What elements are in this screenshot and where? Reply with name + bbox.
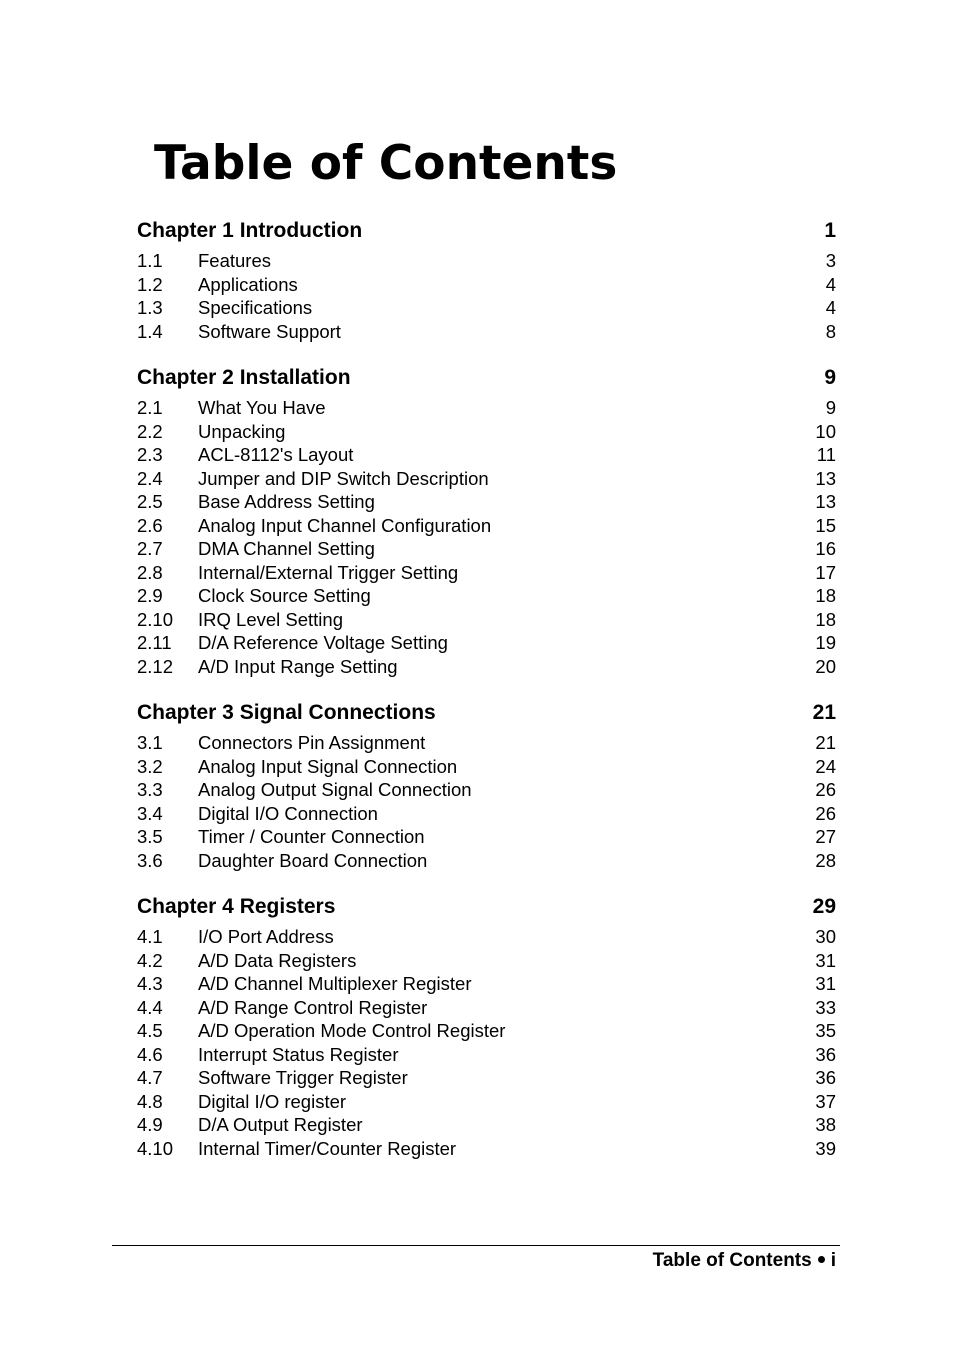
toc-section-entry[interactable] <box>137 755 836 779</box>
section-page-number: 39 <box>815 1137 836 1159</box>
section-number: 2.12 <box>137 655 174 677</box>
section-title: Features <box>198 250 272 271</box>
section-page-number: 18 <box>815 608 836 630</box>
section-title: Specifications <box>198 297 313 318</box>
section-page-number: 13 <box>815 491 836 512</box>
section-page-number: 3 <box>825 250 836 271</box>
section-title: Internal Timer/Counter Register <box>198 1137 457 1159</box>
section-number: 2.6 <box>137 514 163 536</box>
section-number: 4.7 <box>137 1067 163 1088</box>
table-of-contents <box>137 216 836 1180</box>
section-page-number: 9 <box>825 397 836 418</box>
section-page-number: 15 <box>815 514 836 536</box>
section-title: Applications <box>198 273 298 295</box>
section-page-number: 24 <box>815 755 836 777</box>
chapter-title: Chapter 2 Installation <box>137 366 351 389</box>
section-number: 2.1 <box>137 397 163 418</box>
section-number: 4.10 <box>137 1137 174 1159</box>
section-title: Connectors Pin Assignment <box>198 732 426 753</box>
section-page-number: 8 <box>825 320 836 342</box>
section-number: 3.1 <box>137 732 163 753</box>
section-page-number: 31 <box>815 973 836 994</box>
toc-section-entry[interactable] <box>137 849 836 873</box>
section-title: A/D Data Registers <box>198 949 357 971</box>
section-title: Software Trigger Register <box>198 1067 408 1088</box>
section-page-number: 20 <box>815 655 836 677</box>
section-title: Digital I/O Connection <box>198 802 378 824</box>
section-number: 3.4 <box>137 802 163 824</box>
section-number: 4.1 <box>137 926 163 947</box>
section-number: 2.2 <box>137 420 163 442</box>
toc-section-entry[interactable] <box>137 537 836 561</box>
section-page-number: 30 <box>815 926 836 947</box>
toc-section-entry[interactable] <box>137 949 836 973</box>
toc-section-entry[interactable] <box>137 925 836 949</box>
toc-section-entry[interactable] <box>137 584 836 608</box>
chapter-title: Chapter 4 Registers <box>137 895 336 918</box>
section-page-number: 21 <box>815 732 836 753</box>
section-title: A/D Range Control Register <box>198 996 428 1018</box>
section-number: 3.6 <box>137 849 163 871</box>
section-page-number: 37 <box>815 1090 836 1112</box>
toc-section-entry[interactable] <box>137 631 836 655</box>
section-title: Daughter Board Connection <box>198 849 428 871</box>
section-page-number: 26 <box>815 779 836 800</box>
toc-section-entry[interactable] <box>137 396 836 420</box>
section-title: Analog Input Signal Connection <box>198 755 458 777</box>
section-number: 3.5 <box>137 826 163 847</box>
section-number: 4.8 <box>137 1090 163 1112</box>
section-page-number: 33 <box>815 996 836 1018</box>
page-title: Table of Contents <box>154 136 618 191</box>
toc-section-entry[interactable] <box>137 1113 836 1137</box>
section-number: 3.2 <box>137 755 163 777</box>
section-number: 2.3 <box>137 444 163 465</box>
section-page-number: 11 <box>816 444 836 465</box>
section-title: Jumper and DIP Switch Description <box>198 467 489 489</box>
section-number: 2.5 <box>137 491 163 512</box>
toc-chapter <box>137 363 836 678</box>
toc-section-entry[interactable] <box>137 561 836 585</box>
section-title: D/A Reference Voltage Setting <box>198 632 448 653</box>
toc-section-entry[interactable] <box>137 420 836 444</box>
toc-section-entry[interactable] <box>137 731 836 755</box>
section-title: ACL-8112's Layout <box>198 444 354 465</box>
section-title: Timer / Counter Connection <box>198 826 425 847</box>
toc-section-entry[interactable] <box>137 608 836 632</box>
page-footer <box>653 1250 836 1272</box>
section-page-number: 10 <box>815 420 836 442</box>
section-page-number: 35 <box>815 1020 836 1041</box>
section-page-number: 13 <box>815 467 836 489</box>
section-page-number: 28 <box>815 849 836 871</box>
section-page-number: 18 <box>815 585 836 606</box>
section-number: 3.3 <box>137 779 163 800</box>
section-number: 1.1 <box>137 250 163 271</box>
section-title: Software Support <box>198 320 341 342</box>
toc-chapter <box>137 892 836 1160</box>
section-page-number: 31 <box>815 949 836 971</box>
toc-section-entry[interactable] <box>137 249 836 273</box>
footer-label: Table of Contents <box>652 1250 812 1271</box>
section-number: 1.3 <box>137 297 163 318</box>
chapter-title: Chapter 1 Introduction <box>137 219 363 242</box>
section-number: 2.4 <box>137 467 163 489</box>
section-number: 2.7 <box>137 538 163 559</box>
section-number: 1.4 <box>137 320 163 342</box>
toc-section-entry[interactable] <box>137 296 836 320</box>
toc-section-entry[interactable] <box>137 490 836 514</box>
section-title: Clock Source Setting <box>198 585 371 606</box>
section-number: 2.10 <box>137 608 174 630</box>
section-page-number: 38 <box>815 1114 836 1135</box>
chapter-page-number: 1 <box>824 219 836 242</box>
section-number: 2.11 <box>137 632 172 653</box>
section-title: D/A Output Register <box>198 1114 363 1135</box>
section-title: Analog Output Signal Connection <box>198 779 472 800</box>
footer-page-number: i <box>830 1250 836 1271</box>
section-number: 2.9 <box>137 585 163 606</box>
section-title: I/O Port Address <box>198 926 334 947</box>
section-title: Base Address Setting <box>198 491 375 512</box>
section-number: 1.2 <box>137 273 163 295</box>
toc-section-entry[interactable] <box>137 802 836 826</box>
toc-section-entry[interactable] <box>137 1137 836 1161</box>
bullet-icon <box>818 1256 825 1263</box>
toc-section-entry[interactable] <box>137 443 836 467</box>
toc-section-entry[interactable] <box>137 825 836 849</box>
toc-chapter-entry[interactable] <box>137 892 836 922</box>
toc-section-entry[interactable] <box>137 972 836 996</box>
chapter-page-number: 21 <box>812 701 836 724</box>
section-title: DMA Channel Setting <box>198 538 375 559</box>
section-page-number: 27 <box>815 826 836 847</box>
toc-chapter-entry[interactable] <box>137 216 836 246</box>
toc-section-entry[interactable] <box>137 1019 836 1043</box>
section-title: A/D Operation Mode Control Register <box>198 1020 506 1041</box>
toc-section-entry[interactable] <box>137 1043 836 1067</box>
toc-chapter <box>137 216 836 343</box>
section-number: 4.4 <box>137 996 163 1018</box>
toc-section-entry[interactable] <box>137 655 836 679</box>
toc-chapter-entry[interactable] <box>137 363 836 393</box>
section-page-number: 4 <box>825 297 836 318</box>
section-page-number: 36 <box>815 1067 836 1088</box>
toc-section-entry[interactable] <box>137 273 836 297</box>
section-title: Unpacking <box>198 420 286 442</box>
section-title: IRQ Level Setting <box>198 608 343 630</box>
section-number: 2.8 <box>137 561 163 583</box>
toc-section-entry[interactable] <box>137 514 836 538</box>
toc-section-entry[interactable] <box>137 320 836 344</box>
toc-section-entry[interactable] <box>137 467 836 491</box>
section-page-number: 36 <box>815 1043 836 1065</box>
toc-chapter-entry[interactable] <box>137 698 836 728</box>
section-title: What You Have <box>198 397 326 418</box>
section-page-number: 19 <box>815 632 836 653</box>
section-title: A/D Input Range Setting <box>198 655 398 677</box>
section-page-number: 17 <box>815 561 836 583</box>
section-number: 4.3 <box>137 973 163 994</box>
toc-section-entry[interactable] <box>137 1090 836 1114</box>
section-number: 4.6 <box>137 1043 163 1065</box>
section-number: 4.9 <box>137 1114 163 1135</box>
footer-rule <box>112 1245 840 1246</box>
section-page-number: 16 <box>815 538 836 559</box>
section-title: A/D Channel Multiplexer Register <box>198 973 472 994</box>
toc-section-entry[interactable] <box>137 996 836 1020</box>
chapter-page-number: 9 <box>824 366 836 389</box>
section-title: Interrupt Status Register <box>198 1043 399 1065</box>
section-number: 4.5 <box>137 1020 163 1041</box>
chapter-title: Chapter 3 Signal Connections <box>137 701 436 724</box>
toc-section-entry[interactable] <box>137 778 836 802</box>
chapter-page-number: 29 <box>812 895 836 918</box>
section-title: Digital I/O register <box>198 1090 347 1112</box>
section-title: Analog Input Channel Configuration <box>198 514 492 536</box>
section-page-number: 26 <box>815 802 836 824</box>
toc-section-entry[interactable] <box>137 1066 836 1090</box>
section-title: Internal/External Trigger Setting <box>198 561 459 583</box>
section-number: 4.2 <box>137 949 163 971</box>
section-page-number: 4 <box>825 273 836 295</box>
toc-chapter <box>137 698 836 872</box>
